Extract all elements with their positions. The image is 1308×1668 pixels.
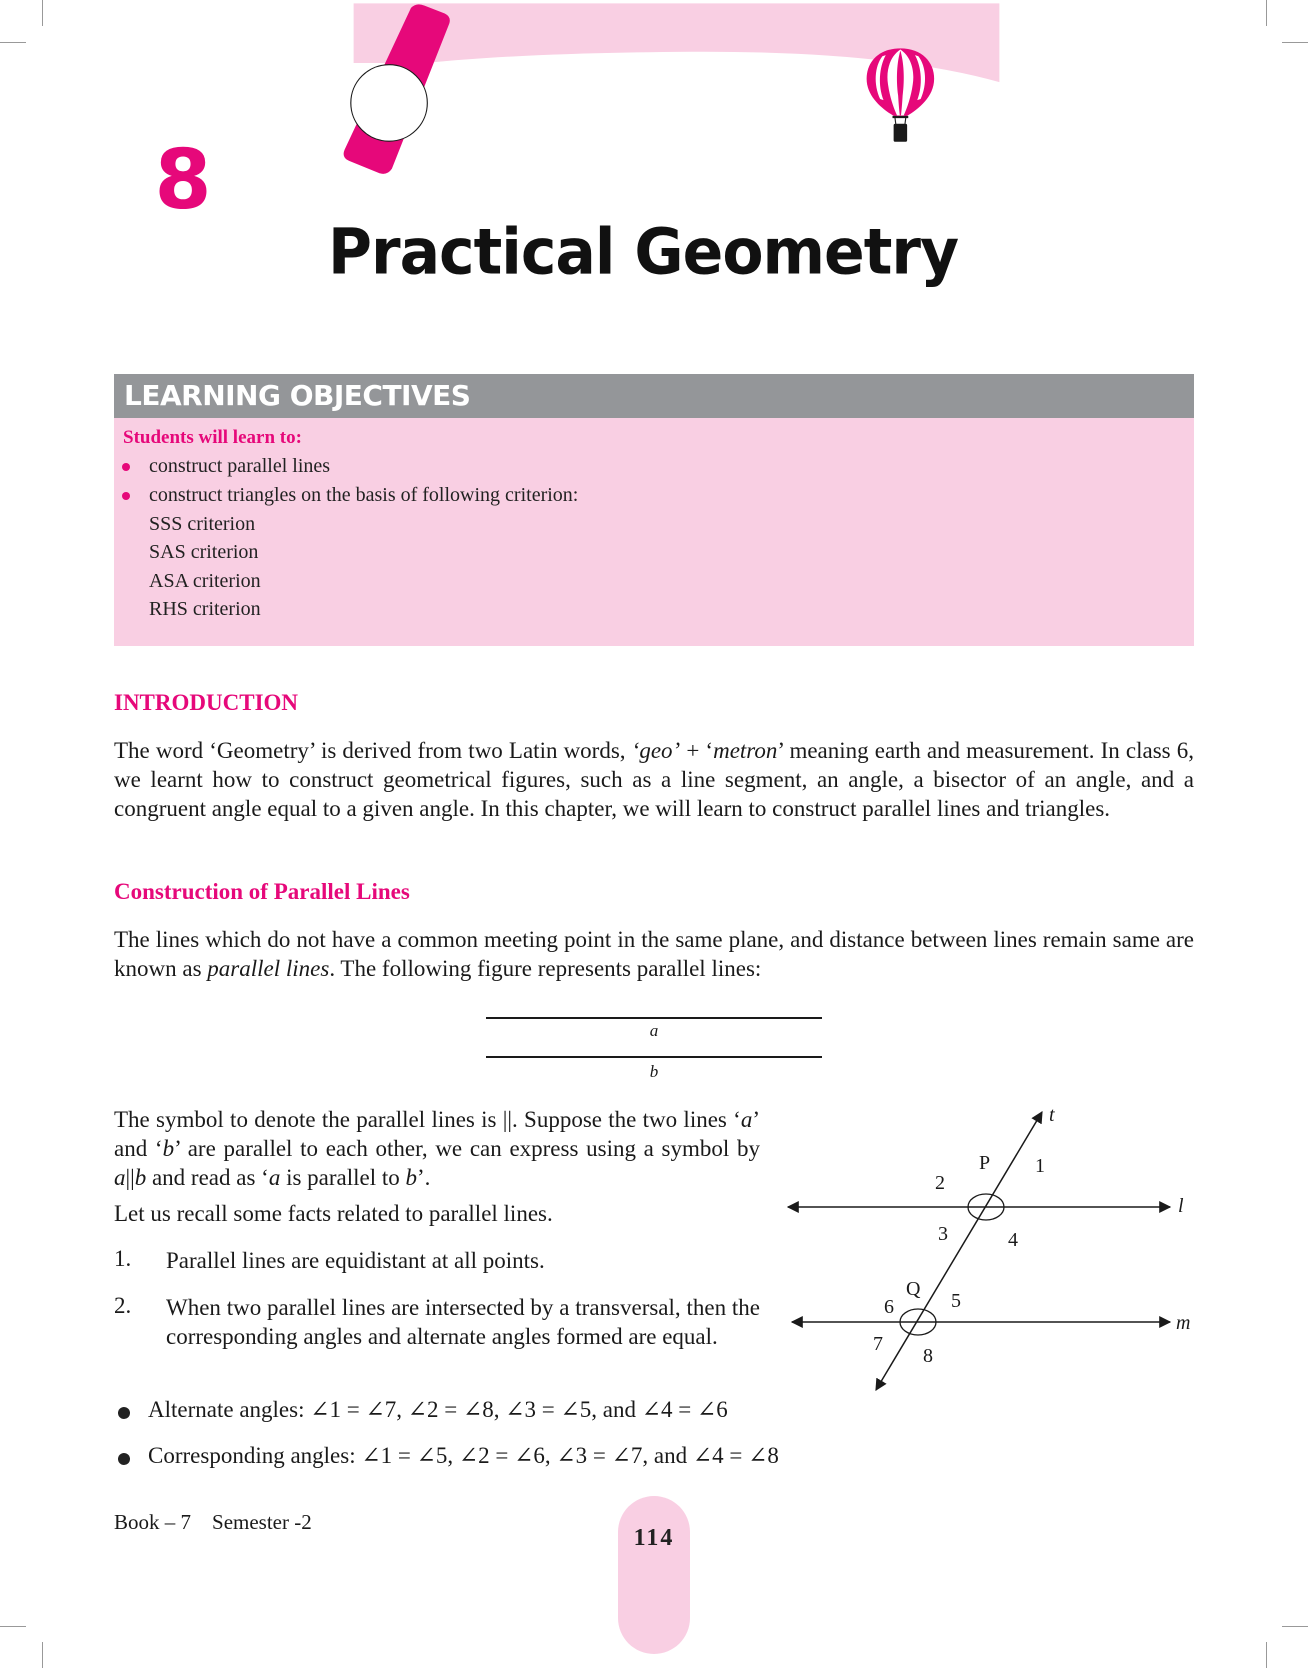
symbol-text-3: ’ are parallel to each other, we can express using a symbol by: [174, 1136, 760, 1161]
footer-book: Book – 7: [114, 1510, 192, 1534]
label-point-q: Q: [906, 1278, 921, 1300]
crop-mark: [1266, 1642, 1267, 1668]
symbol-paragraph: [114, 1105, 760, 1192]
objective-item: construct triangles on the basis of following criterion:: [149, 484, 579, 506]
fact-text: When two parallel lines are intersected by a transversal, then the corresponding angles and alternate angles formed are equal.: [166, 1295, 760, 1349]
crop-mark: [0, 1626, 26, 1627]
criterion-item: SAS criterion: [149, 541, 259, 563]
chapter-number: 8: [154, 133, 212, 228]
objectives-title: LEARNING OBJECTIVES: [124, 379, 471, 412]
corresponding-angles: Corresponding angles: ∠1 = ∠5, ∠2 = ∠6, ∠3 = ∠7, and ∠4 = ∠8: [148, 1443, 779, 1468]
label-m: m: [1176, 1312, 1191, 1334]
symbol-text-5: is parallel to: [280, 1165, 406, 1190]
recall-text: Let us recall some facts related to parallel lines.: [114, 1201, 553, 1226]
chapter-badge: [351, 65, 428, 142]
alternate-angles: Alternate angles: ∠1 = ∠7, ∠2 = ∠8, ∠3 = ∠5, and ∠4 = ∠6: [148, 1397, 728, 1422]
label-l: l: [1178, 1195, 1184, 1217]
symbol-b: b: [162, 1136, 175, 1161]
parallel-heading: Construction of Parallel Lines: [114, 879, 410, 904]
angle-label-7: 7: [873, 1333, 883, 1355]
label-t: t: [1049, 1104, 1055, 1126]
intro-plus: + ‘: [680, 738, 714, 763]
page-number: 114: [633, 1525, 675, 1551]
bullet-icon: [118, 1453, 130, 1465]
footer-book-info: [114, 1510, 312, 1535]
label-b: b: [649, 1062, 659, 1081]
bullet-icon: [122, 492, 130, 500]
objective-item: construct parallel lines: [149, 455, 331, 477]
criterion-item: RHS criterion: [149, 598, 261, 620]
symbol-text-6: ’.: [417, 1165, 431, 1190]
intro-geo: ‘geo’: [631, 738, 681, 763]
angle-label-8: 8: [923, 1345, 933, 1367]
criterion-item: ASA criterion: [149, 570, 261, 592]
objectives-header: [114, 374, 1194, 418]
symbol-text-4: and read as ‘: [146, 1165, 269, 1190]
symbol-text-2: ’ and ‘: [114, 1107, 760, 1161]
angle-label-5: 5: [951, 1290, 961, 1312]
label-a: a: [649, 1021, 659, 1040]
crop-mark: [1282, 1626, 1308, 1627]
parallel-text-2: . The following figure represents parallel lines:: [329, 956, 762, 981]
symbol-a3: a: [268, 1165, 281, 1190]
objectives-lead: Students will learn to:: [123, 427, 302, 448]
angle-label-1: 1: [1035, 1155, 1045, 1177]
parallel-lines-term: parallel lines: [207, 956, 330, 981]
symbol-b3: b: [405, 1165, 418, 1190]
angle-label-3: 3: [938, 1223, 948, 1245]
symbol-a: a: [740, 1107, 753, 1132]
angle-label-4: 4: [1008, 1229, 1018, 1251]
criterion-item: SSS criterion: [149, 513, 256, 535]
crop-mark: [42, 1642, 43, 1668]
introduction-paragraph: [114, 736, 1194, 823]
angle-label-2: 2: [935, 1172, 945, 1194]
fact-number: 2.: [114, 1293, 132, 1318]
bullet-icon: [122, 463, 130, 471]
parallel-text: The lines which do not have a common meeting point in the same plane, and distance between lines remain same are known as: [114, 927, 1194, 981]
introduction-heading: INTRODUCTION: [114, 690, 299, 715]
page-number-tab: [618, 1496, 690, 1654]
hot-air-balloon-icon: [867, 48, 935, 141]
fact-number: 1.: [114, 1246, 132, 1271]
symbol-bars: ||: [125, 1165, 135, 1190]
symbol-text: The symbol to denote the parallel lines is ||. Suppose the two lines ‘: [114, 1107, 741, 1132]
footer-semester: Semester -2: [212, 1510, 312, 1534]
fact-text: Parallel lines are equidistant at all points.: [166, 1248, 545, 1273]
intro-text-2: ’ meaning earth and measurement. In class 6, we learnt how to construct geometrical figures, such as a line segment, an angle, a bisector of an angle, and a congruent angle equal to a given angle. In this chapter, we will learn to construct parallel lines and triangles.: [114, 738, 1194, 821]
parallel-paragraph: [114, 925, 1194, 983]
page-title: Practical Geometry: [328, 215, 959, 290]
intro-text: The word ‘Geometry’ is derived from two Latin words,: [114, 738, 632, 763]
angle-label-6: 6: [884, 1296, 894, 1318]
intro-metron: metron: [713, 738, 778, 763]
transversal-diagram: [770, 1096, 1210, 1416]
symbol-b2: b: [134, 1165, 147, 1190]
symbol-a2: a: [114, 1165, 126, 1190]
bullet-icon: [118, 1407, 130, 1419]
label-point-p: P: [979, 1152, 991, 1174]
